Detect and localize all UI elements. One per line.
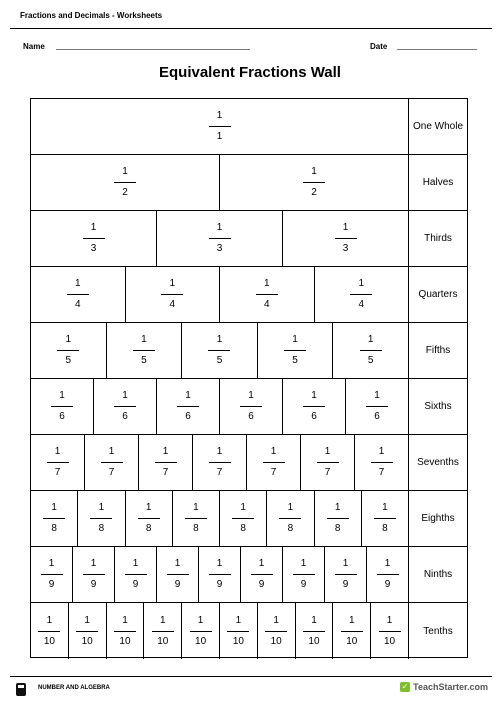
header-bar	[10, 8, 492, 29]
fraction-numerator: 1	[384, 558, 391, 569]
fraction-bar	[161, 294, 183, 295]
fraction-row	[31, 323, 467, 379]
fraction-bar	[43, 518, 65, 519]
fraction-denominator: 5	[65, 355, 72, 366]
fraction-cell	[193, 435, 247, 490]
fraction-cell	[144, 603, 182, 659]
fraction-denominator: 2	[311, 187, 317, 198]
fraction-cell	[31, 99, 408, 154]
fraction-numerator: 1	[122, 166, 128, 177]
brand-logo	[400, 682, 488, 692]
fraction-numerator: 1	[263, 278, 270, 289]
fraction-denominator: 9	[384, 579, 391, 590]
fraction-bar	[209, 238, 231, 239]
fraction-bar	[90, 518, 112, 519]
fraction-numerator: 1	[65, 334, 72, 345]
fraction-cell	[258, 323, 334, 378]
fraction-row	[31, 603, 467, 659]
fraction-numerator: 1	[193, 502, 199, 513]
fraction-cell	[31, 267, 126, 322]
fraction-denominator: 10	[43, 635, 55, 647]
fraction-denominator: 8	[287, 523, 294, 534]
fraction-bar	[114, 406, 136, 407]
fraction-denominator: 3	[342, 243, 349, 254]
fraction-bar	[83, 574, 105, 575]
teachstarter-logo-icon: ✓	[401, 682, 409, 691]
fraction-denominator: 8	[145, 523, 152, 534]
fraction-numerator: 1	[54, 446, 61, 457]
fraction-numerator: 1	[273, 614, 279, 626]
fraction-numerator: 1	[300, 558, 307, 569]
fraction-bar	[38, 631, 60, 632]
fraction-cell	[126, 491, 173, 546]
fraction-numerator: 1	[287, 502, 294, 513]
fraction-bar	[374, 518, 396, 519]
fraction-bar	[190, 631, 212, 632]
fraction-bar	[232, 518, 254, 519]
fraction-cell	[325, 547, 367, 602]
fraction-cell	[333, 603, 371, 659]
fraction-cells	[31, 99, 409, 154]
fraction-denominator: 10	[119, 635, 131, 647]
fraction-numerator: 1	[386, 614, 393, 626]
footer-section-label: NUMBER AND ALGEBRA	[38, 685, 110, 691]
fraction-bar	[371, 462, 393, 463]
fraction-denominator: 8	[98, 523, 105, 534]
fraction-denominator: 8	[382, 523, 388, 534]
fraction-numerator: 1	[169, 278, 176, 289]
fraction-denominator: 9	[342, 579, 349, 590]
fraction-bar	[303, 406, 325, 407]
fraction-cells	[31, 603, 409, 659]
fraction-numerator: 1	[98, 502, 105, 513]
fraction-cell	[220, 379, 283, 434]
fraction-cell	[247, 435, 301, 490]
fraction-bar	[350, 294, 372, 295]
fraction-denominator: 10	[232, 635, 244, 647]
fraction-numerator: 1	[162, 446, 169, 457]
fraction-bar	[279, 518, 301, 519]
fraction-denominator: 9	[132, 579, 139, 590]
fraction-denominator: 9	[174, 579, 181, 590]
fraction-bar	[41, 574, 63, 575]
fraction-numerator: 1	[358, 278, 365, 289]
fraction-bar	[284, 350, 306, 351]
fraction-bar	[317, 462, 339, 463]
fraction-bar	[47, 462, 69, 463]
fraction-denominator: 8	[334, 523, 341, 534]
fraction-denominator: 8	[240, 523, 246, 534]
fraction-denominator: 7	[216, 467, 223, 478]
calculator-icon	[16, 683, 26, 696]
fraction-bar	[209, 574, 231, 575]
fraction-cell	[267, 491, 314, 546]
fraction-cell	[31, 155, 220, 210]
fraction-cell	[31, 211, 157, 266]
fraction-denominator: 6	[374, 411, 380, 422]
fraction-denominator: 5	[292, 355, 298, 366]
fraction-bar	[83, 238, 105, 239]
fraction-bar	[335, 238, 357, 239]
fraction-cells	[31, 491, 409, 546]
fraction-cell	[107, 603, 145, 659]
fraction-numerator: 1	[248, 390, 254, 401]
fraction-cell	[283, 547, 325, 602]
row-label: One Whole	[412, 121, 464, 132]
fraction-denominator: 5	[141, 355, 147, 366]
fraction-bar	[101, 462, 123, 463]
fraction-denominator: 4	[169, 299, 176, 310]
fraction-denominator: 10	[346, 635, 358, 647]
fraction-cell	[173, 491, 220, 546]
fraction-denominator: 6	[59, 411, 65, 422]
date-label: Date	[370, 42, 388, 51]
fraction-cell	[315, 491, 362, 546]
footer-bar	[10, 676, 492, 699]
fraction-numerator: 1	[270, 446, 277, 457]
fraction-bar	[256, 294, 278, 295]
fraction-numerator: 1	[174, 558, 181, 569]
fraction-denominator: 8	[193, 523, 199, 534]
fraction-denominator: 7	[54, 467, 61, 478]
fraction-denominator: 10	[384, 635, 396, 647]
fraction-bar	[76, 631, 98, 632]
fraction-cell	[371, 603, 408, 659]
row-label: Quarters	[418, 289, 458, 300]
fraction-bar	[303, 631, 325, 632]
fraction-numerator: 1	[378, 446, 385, 457]
fraction-cells	[31, 547, 409, 602]
fraction-cell	[31, 547, 73, 602]
fraction-row	[31, 435, 467, 491]
fraction-cells	[31, 379, 409, 434]
fraction-denominator: 7	[162, 467, 169, 478]
fraction-row	[31, 491, 467, 547]
row-label: Tenths	[423, 625, 453, 637]
fraction-bar	[114, 631, 136, 632]
fraction-bar	[377, 574, 399, 575]
fraction-cells	[31, 323, 409, 378]
name-field[interactable]	[56, 49, 250, 50]
fraction-cell	[220, 491, 267, 546]
fraction-cell	[115, 547, 157, 602]
fraction-numerator: 1	[59, 390, 65, 401]
fraction-row	[31, 211, 467, 267]
fraction-cell	[31, 435, 85, 490]
fraction-bar	[51, 406, 73, 407]
fraction-row	[31, 379, 467, 435]
fraction-numerator: 1	[122, 614, 128, 626]
fraction-numerator: 1	[141, 334, 147, 345]
fraction-cell	[85, 435, 139, 490]
fraction-bar	[366, 406, 388, 407]
fraction-denominator: 9	[90, 579, 97, 590]
fraction-denominator: 7	[108, 467, 115, 478]
fraction-cell	[220, 155, 408, 210]
fraction-cell	[157, 211, 283, 266]
fraction-bar	[360, 350, 382, 351]
fraction-bar	[57, 350, 79, 351]
fraction-wall	[30, 98, 468, 658]
fraction-bar	[209, 126, 231, 127]
fraction-cell	[157, 547, 199, 602]
fraction-bar	[263, 462, 285, 463]
fraction-numerator: 1	[108, 446, 115, 457]
fraction-denominator: 10	[195, 635, 207, 647]
fraction-numerator: 1	[48, 558, 55, 569]
fraction-denominator: 6	[122, 411, 128, 422]
fraction-denominator: 10	[157, 635, 169, 647]
fraction-numerator: 1	[311, 390, 317, 401]
fraction-cell	[346, 379, 408, 434]
fraction-numerator: 1	[311, 614, 317, 626]
fraction-cell	[182, 603, 220, 659]
fraction-cell	[73, 547, 115, 602]
fraction-bar	[114, 182, 136, 183]
fraction-bar	[67, 294, 89, 295]
worksheet-header-title: Fractions and Decimals - Worksheets	[20, 11, 163, 20]
fraction-row	[31, 267, 467, 323]
fraction-bar	[155, 462, 177, 463]
fraction-cell	[139, 435, 193, 490]
row-label: Halves	[422, 177, 454, 188]
fraction-denominator: 3	[90, 243, 97, 254]
fraction-denominator: 9	[300, 579, 307, 590]
fraction-bar	[138, 518, 160, 519]
fraction-numerator: 1	[51, 502, 57, 513]
row-label: Eighths	[421, 513, 455, 524]
fraction-cell	[296, 603, 334, 659]
fraction-numerator: 1	[145, 502, 152, 513]
fraction-numerator: 1	[46, 614, 53, 626]
fraction-numerator: 1	[382, 502, 388, 513]
fraction-numerator: 1	[342, 222, 349, 233]
fraction-denominator: 4	[263, 299, 270, 310]
fraction-bar	[341, 631, 363, 632]
fraction-cell	[199, 547, 241, 602]
fraction-numerator: 1	[74, 278, 81, 289]
fraction-cell	[315, 267, 409, 322]
fraction-cell	[31, 323, 107, 378]
fraction-denominator: 5	[367, 355, 374, 366]
fraction-cell	[78, 491, 125, 546]
date-field[interactable]	[397, 49, 477, 50]
fraction-cell	[283, 379, 346, 434]
fraction-numerator: 1	[216, 446, 223, 457]
fraction-denominator: 10	[81, 635, 93, 647]
fraction-bar	[152, 631, 174, 632]
fraction-numerator: 1	[160, 614, 166, 626]
fraction-denominator: 10	[270, 635, 282, 647]
fraction-cell	[283, 211, 408, 266]
fraction-numerator: 1	[185, 390, 191, 401]
fraction-numerator: 1	[258, 558, 265, 569]
name-label: Name	[23, 42, 45, 51]
fraction-row	[31, 99, 467, 155]
row-label: Sixths	[424, 401, 452, 412]
fraction-denominator: 4	[358, 299, 365, 310]
fraction-cell	[126, 267, 221, 322]
fraction-numerator: 1	[240, 502, 246, 513]
fraction-numerator: 1	[84, 614, 90, 626]
fraction-numerator: 1	[216, 334, 223, 345]
fraction-numerator: 1	[90, 558, 97, 569]
fraction-cell	[355, 435, 408, 490]
fraction-cell	[367, 547, 408, 602]
fraction-cells	[31, 155, 409, 210]
fraction-bar	[327, 518, 349, 519]
fraction-bar	[209, 462, 231, 463]
fraction-cell	[69, 603, 107, 659]
fraction-cell	[220, 267, 315, 322]
fraction-numerator: 1	[197, 614, 204, 626]
fraction-numerator: 1	[235, 614, 242, 626]
fraction-denominator: 9	[258, 579, 265, 590]
fraction-denominator: 3	[216, 243, 223, 254]
fraction-denominator: 9	[216, 579, 223, 590]
fraction-numerator: 1	[122, 390, 128, 401]
row-label: Fifths	[425, 345, 451, 356]
fraction-bar	[293, 574, 315, 575]
fraction-cell	[362, 491, 408, 546]
fraction-numerator: 1	[367, 334, 374, 345]
fraction-numerator: 1	[342, 558, 349, 569]
fraction-numerator: 1	[324, 446, 331, 457]
fraction-denominator: 6	[248, 411, 254, 422]
fraction-cell	[258, 603, 296, 659]
page-title: Equivalent Fractions Wall	[159, 64, 341, 81]
fraction-bar	[335, 574, 357, 575]
fraction-cell	[241, 547, 283, 602]
fraction-bar	[379, 631, 401, 632]
fraction-bar	[227, 631, 249, 632]
fraction-bar	[133, 350, 155, 351]
fraction-numerator: 1	[374, 390, 380, 401]
fraction-denominator: 6	[185, 411, 191, 422]
fraction-cell	[157, 379, 220, 434]
fraction-denominator: 4	[74, 299, 81, 310]
fraction-cell	[333, 323, 408, 378]
fraction-cell	[31, 603, 69, 659]
row-label: Thirds	[424, 233, 452, 244]
fraction-bar	[125, 574, 147, 575]
brand-name: TeachStarter.com	[413, 682, 488, 692]
fraction-numerator: 1	[216, 110, 223, 121]
fraction-denominator: 7	[378, 467, 385, 478]
fraction-numerator: 1	[90, 222, 97, 233]
fraction-cell	[301, 435, 355, 490]
fraction-numerator: 1	[132, 558, 139, 569]
fraction-numerator: 1	[292, 334, 298, 345]
fraction-bar	[185, 518, 207, 519]
fraction-row	[31, 155, 467, 211]
fraction-bar	[177, 406, 199, 407]
fraction-denominator: 7	[270, 467, 277, 478]
fraction-cell	[107, 323, 183, 378]
fraction-bar	[303, 182, 325, 183]
fraction-denominator: 8	[51, 523, 57, 534]
fraction-denominator: 9	[48, 579, 55, 590]
fraction-numerator: 1	[334, 502, 341, 513]
fraction-bar	[265, 631, 287, 632]
fraction-denominator: 7	[324, 467, 331, 478]
fraction-bar	[167, 574, 189, 575]
row-label: Sevenths	[417, 457, 459, 468]
fraction-bar	[240, 406, 262, 407]
row-label: Ninths	[423, 569, 453, 580]
fraction-row	[31, 547, 467, 603]
fraction-cell	[182, 323, 258, 378]
fraction-numerator: 1	[348, 614, 355, 626]
fraction-numerator: 1	[216, 558, 223, 569]
fraction-cells	[31, 435, 409, 490]
fraction-bar	[208, 350, 230, 351]
fraction-denominator: 2	[122, 187, 128, 198]
fraction-denominator: 1	[216, 131, 223, 142]
fraction-cell	[220, 603, 258, 659]
fraction-cells	[31, 267, 409, 322]
fraction-cell	[31, 491, 78, 546]
fraction-denominator: 5	[216, 355, 223, 366]
fraction-denominator: 6	[311, 411, 317, 422]
fraction-cells	[31, 211, 409, 266]
fraction-cell	[31, 379, 94, 434]
fraction-denominator: 10	[308, 635, 320, 647]
fraction-numerator: 1	[216, 222, 223, 233]
fraction-numerator: 1	[311, 166, 317, 177]
fraction-bar	[251, 574, 273, 575]
fraction-cell	[94, 379, 157, 434]
